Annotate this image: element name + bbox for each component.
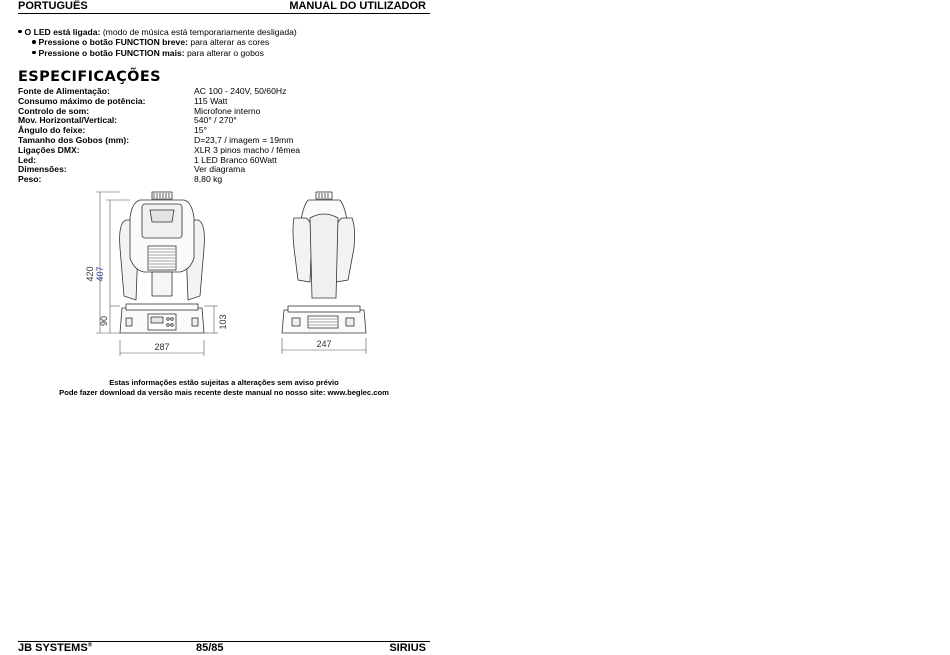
footer-model: SIRIUS xyxy=(389,642,426,654)
bullet-item: O LED está ligada: (modo de música está temporariamente desligada) xyxy=(18,27,297,37)
footer-brand: JB SYSTEMS® xyxy=(18,642,93,654)
bullet-item: Pressione o botão FUNCTION breve: para alterar as cores xyxy=(18,37,297,47)
header-title: MANUAL DO UTILIZADOR xyxy=(289,0,426,12)
dim-103-label: 103 xyxy=(218,314,228,330)
dim-407-label: 407 xyxy=(95,266,105,282)
footer-page-number: 85/85 xyxy=(196,642,224,654)
dimension-drawing xyxy=(80,188,370,364)
front-view-fixture xyxy=(120,192,205,333)
notice-line: Pode fazer download da versão mais recente deste manual no nosso site: www.beglec.com xyxy=(59,388,389,397)
dim-247-label: 247 xyxy=(316,339,332,349)
bullet-dot-icon xyxy=(32,40,36,44)
notice-line: Estas informações estão sujeitas a alterações sem aviso prévio xyxy=(109,378,339,387)
page-footer xyxy=(18,641,430,655)
bullet-dot-icon xyxy=(32,51,36,55)
dim-287-label: 287 xyxy=(154,342,170,352)
side-view-fixture xyxy=(282,192,366,333)
header-language: PORTUGUÊS xyxy=(18,0,88,12)
bullet-item: Pressione o botão FUNCTION mais: para alterar o gobos xyxy=(18,48,297,58)
dim-90-label: 90 xyxy=(99,315,109,327)
bullet-dot-icon xyxy=(18,30,22,34)
led-bullet-list xyxy=(18,27,297,58)
dim-420-label: 420 xyxy=(85,266,95,282)
section-heading: ESPECIFICAÇÕES xyxy=(18,69,161,85)
revision-notice xyxy=(18,378,430,398)
page-header xyxy=(18,0,430,14)
